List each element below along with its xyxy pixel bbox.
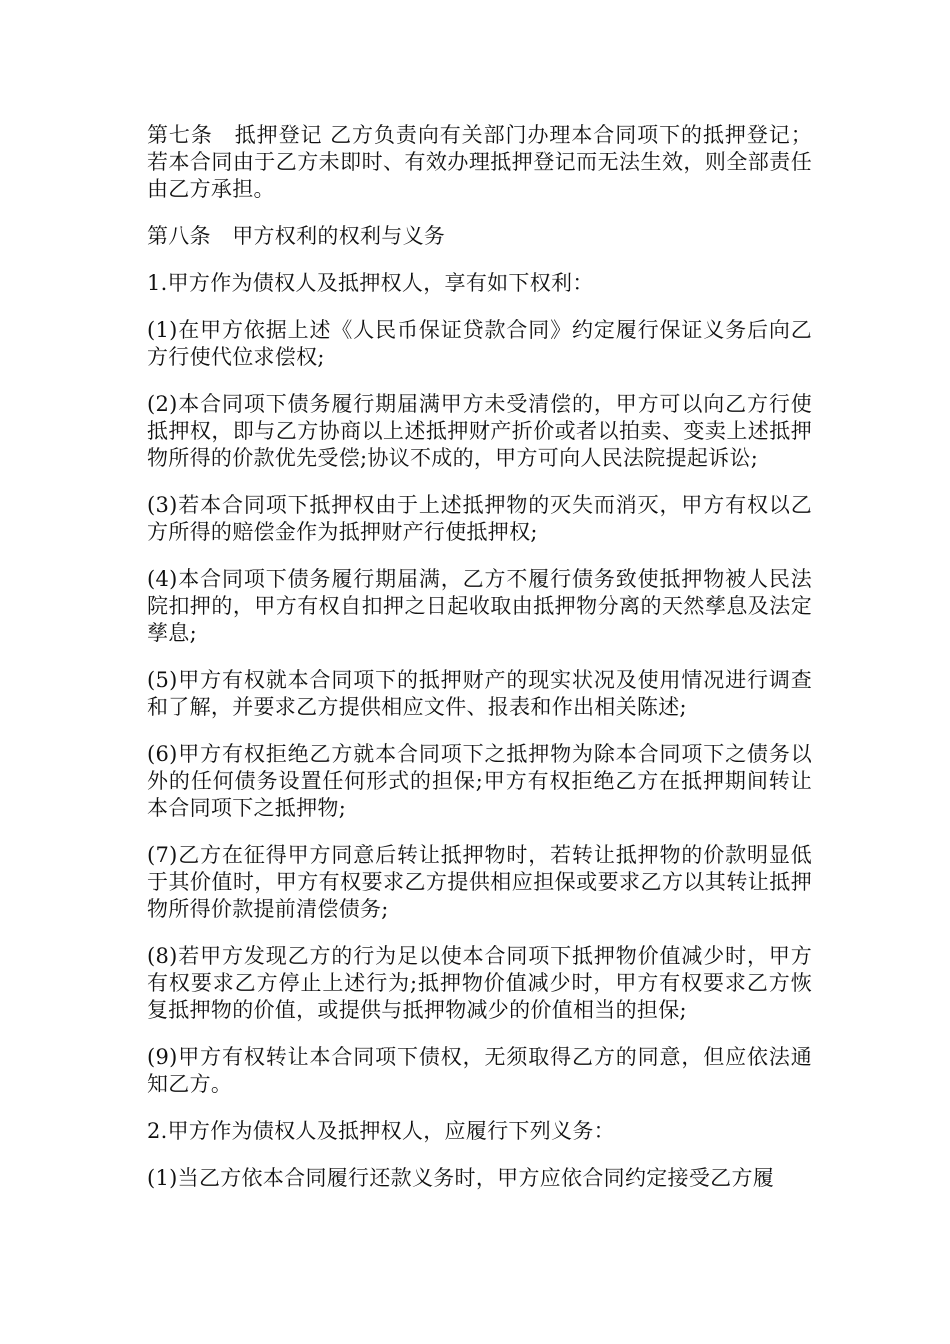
right-item-2: (2)本合同项下债务履行期届满甲方未受清偿的，甲方可以向乙方行使抵押权，即与乙方协商以上述抵押财产折价或者以拍卖、变卖上述抵押物所得的价款优先受偿;协议不成的，甲方可向人民法院提起诉讼;: [147, 392, 812, 470]
right-item-1: (1)在甲方依据上述《人民币保证贷款合同》约定履行保证义务后向乙方行使代位求偿权;: [147, 318, 812, 369]
right-item-5: (5)甲方有权就本合同项下的抵押财产的现实状况及使用情况进行调查和了解，并要求乙方提供相应文件、报表和作出相关陈述;: [147, 668, 812, 719]
right-item-6: (6)甲方有权拒绝乙方就本合同项下之抵押物为除本合同项下之债务以外的任何债务设置任何形式的担保;甲方有权拒绝乙方在抵押期间转让本合同项下之抵押物;: [147, 742, 812, 820]
right-item-8: (8)若甲方发现乙方的行为足以使本合同项下抵押物价值减少时，甲方有权要求乙方停止上述行为;抵押物价值减少时，甲方有权要求乙方恢复抵押物的价值，或提供与抵押物减少的价值相当的担保;: [147, 944, 812, 1022]
obligation-item-1: (1)当乙方依本合同履行还款义务时，甲方应依合同约定接受乙方履: [147, 1166, 775, 1190]
right-item-9: (9)甲方有权转让本合同项下债权，无须取得乙方的同意，但应依法通知乙方。: [147, 1045, 812, 1096]
right-item-7: (7)乙方在征得甲方同意后转让抵押物时，若转让抵押物的价款明显低于其价值时，甲方有权要求乙方提供相应担保或要求乙方以其转让抵押物所得价款提前清偿债务;: [147, 843, 812, 921]
obligations-intro-paragraph: 2.甲方作为债权人及抵押权人，应履行下列义务：: [147, 1119, 615, 1143]
right-item-4: (4)本合同项下债务履行期届满，乙方不履行债务致使抵押物被人民法院扣押的，甲方有权自扣押之日起收取由抵押物分离的天然孳息及法定孳息;: [147, 567, 812, 645]
rights-intro-paragraph: 1.甲方作为债权人及抵押权人，享有如下权利：: [147, 271, 594, 295]
article-7-paragraph: 第七条 抵押登记 乙方负责向有关部门办理本合同项下的抵押登记；若本合同由于乙方未即时、有效办理抵押登记而无法生效，则全部责任由乙方承担。: [147, 123, 812, 201]
article-8-heading: 第八条 甲方权利的权利与义务: [147, 224, 446, 248]
right-item-3: (3)若本合同项下抵押权由于上述抵押物的灭失而消灭，甲方有权以乙方所得的赔偿金作为抵押财产行使抵押权;: [147, 493, 812, 544]
document-body: [147, 122, 812, 1212]
